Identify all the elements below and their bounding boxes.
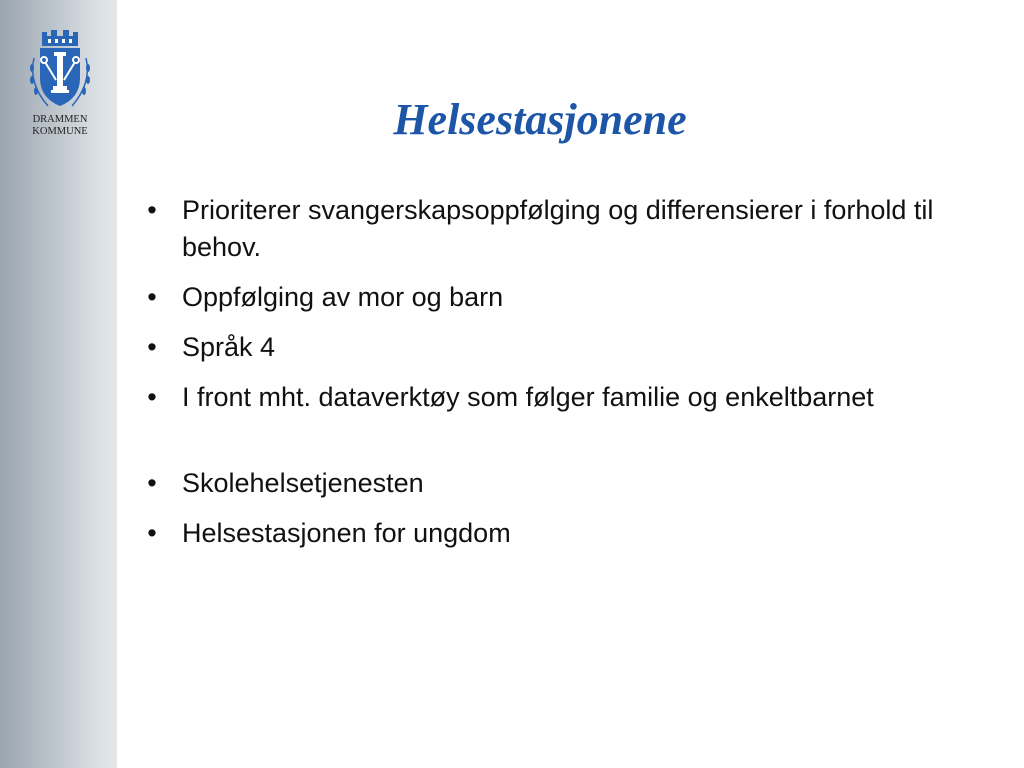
bullet-text: Prioriterer svangerskapsoppfølging og differensierer i forhold til behov. bbox=[182, 195, 934, 262]
bullet-marker: • bbox=[147, 282, 157, 312]
bullet-text: I front mht. dataverktøy som følger familie og enkeltbarnet bbox=[182, 382, 874, 412]
bullet-marker: • bbox=[147, 468, 157, 498]
bullet-marker: • bbox=[147, 332, 157, 362]
bullet-item bbox=[140, 379, 940, 416]
bullet-text: Oppfølging av mor og barn bbox=[182, 282, 504, 312]
sidebar-band bbox=[0, 0, 117, 768]
bullet-text: Språk 4 bbox=[182, 332, 276, 362]
drammen-kommune-logo bbox=[18, 28, 102, 148]
bullet-item bbox=[140, 465, 940, 502]
bullet-text: Skolehelsetjenesten bbox=[182, 468, 424, 498]
bullet-marker: • bbox=[147, 195, 157, 225]
logo-name-line2: KOMMUNE bbox=[32, 126, 88, 137]
bullet-item bbox=[140, 515, 940, 552]
bullet-text: Helsestasjonen for ungdom bbox=[182, 518, 511, 548]
bullet-marker: • bbox=[147, 382, 157, 412]
bullet-list bbox=[140, 192, 940, 565]
bullet-item bbox=[140, 329, 940, 366]
logo-name-line1: DRAMMEN bbox=[32, 114, 88, 125]
slide-title: Helsestasjonene bbox=[393, 95, 687, 144]
coat-of-arms-icon bbox=[18, 28, 102, 112]
bullet-item bbox=[140, 279, 940, 316]
bullet-item bbox=[140, 192, 940, 266]
bullet-marker: • bbox=[147, 518, 157, 548]
